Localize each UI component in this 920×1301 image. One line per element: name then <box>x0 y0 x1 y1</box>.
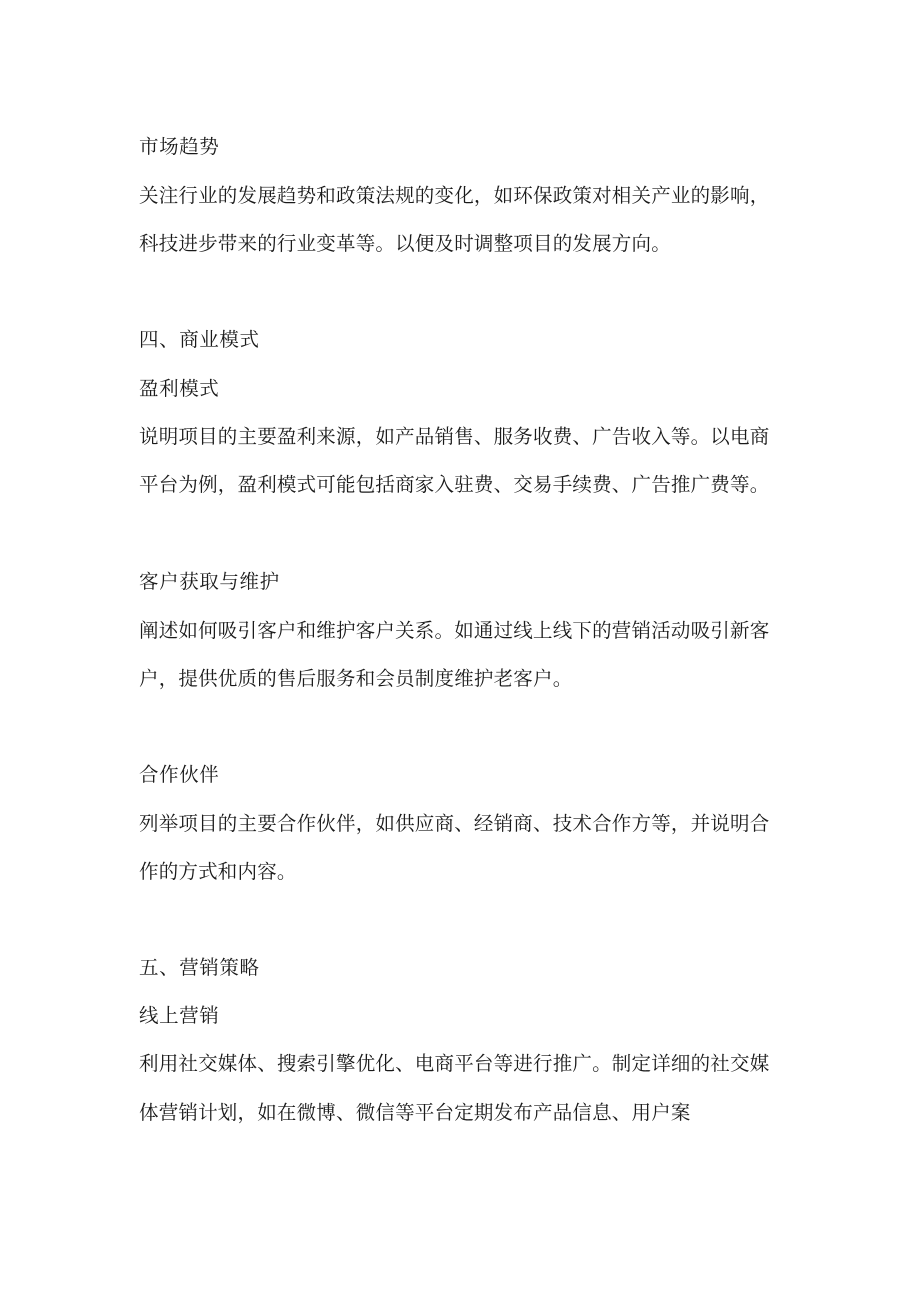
section-title-marketing: 五、营销策略 <box>139 956 260 979</box>
paragraph-online-line-1: 利用社交媒体、搜索引擎优化、电商平台等进行推广。制定详细的社交媒 <box>139 1052 770 1075</box>
heading-market-trend: 市场趋势 <box>139 135 220 158</box>
paragraph-partners-line-1: 列举项目的主要合作伙伴，如供应商、经销商、技术合作方等，并说明合 <box>139 812 770 835</box>
heading-partners: 合作伙伴 <box>139 763 220 786</box>
paragraph-customer-line-2: 户，提供优质的售后服务和会员制度维护老客户。 <box>139 667 573 690</box>
paragraph-market-trend-line-2: 科技进步带来的行业变革等。以便及时调整项目的发展方向。 <box>139 232 671 255</box>
paragraph-customer-line-1: 阐述如何吸引客户和维护客户关系。如通过线上线下的营销活动吸引新客 <box>139 619 770 642</box>
paragraph-market-trend-line-1: 关注行业的发展趋势和政策法规的变化，如环保政策对相关产业的影响， <box>139 184 770 207</box>
paragraph-partners-line-2: 作的方式和内容。 <box>139 860 297 883</box>
paragraph-profit-model-line-1: 说明项目的主要盈利来源，如产品销售、服务收费、广告收入等。以电商 <box>139 425 770 448</box>
heading-customer-acquisition: 客户获取与维护 <box>139 570 280 593</box>
paragraph-online-line-2: 体营销计划，如在微博、微信等平台定期发布产品信息、用户案 <box>139 1101 691 1124</box>
paragraph-profit-model-line-2: 平台为例，盈利模式可能包括商家入驻费、交易手续费、广告推广费等。 <box>139 473 770 496</box>
heading-online-marketing: 线上营销 <box>139 1004 220 1027</box>
heading-profit-model: 盈利模式 <box>139 377 220 400</box>
section-title-business-model: 四、商业模式 <box>139 328 260 351</box>
